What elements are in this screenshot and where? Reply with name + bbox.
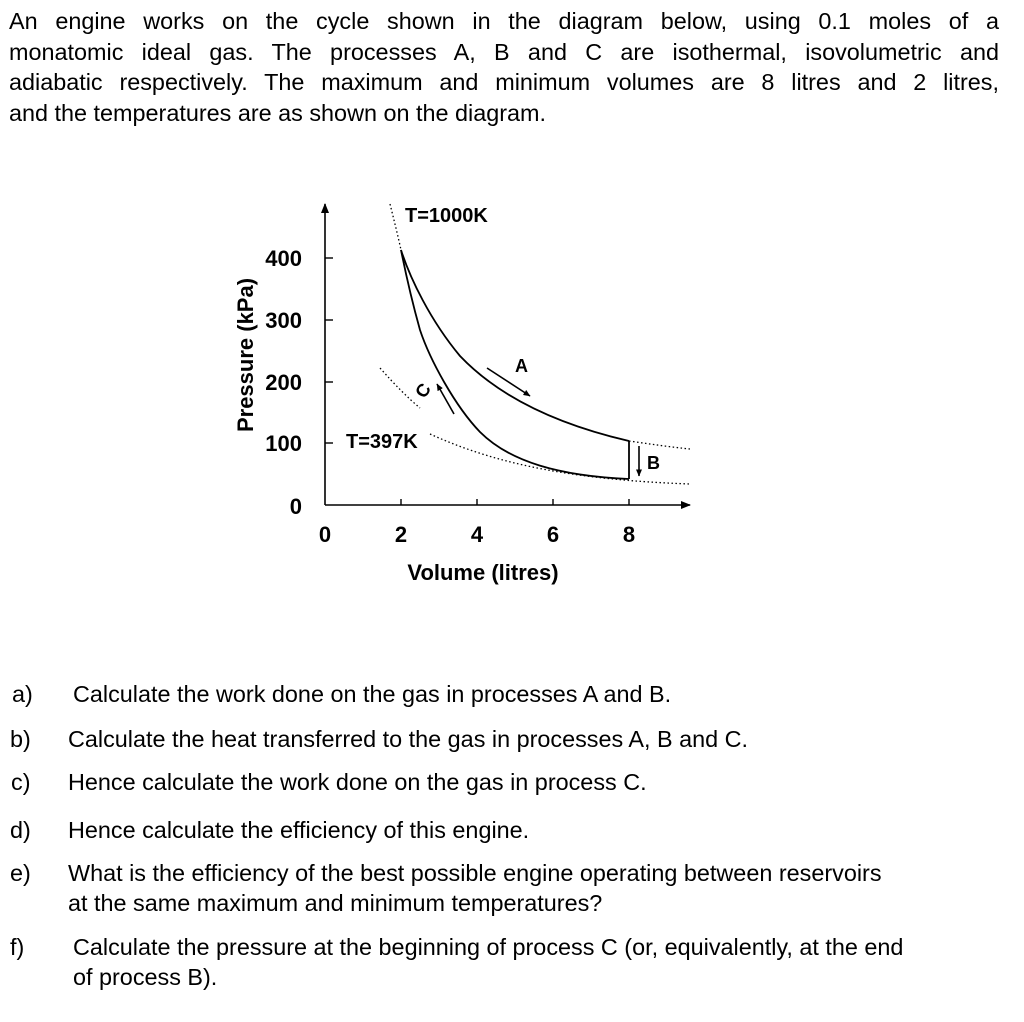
question-b-text: Calculate the heat transferred to the gas in processes A, B and C. bbox=[68, 726, 749, 752]
process-a-label: A bbox=[515, 356, 528, 376]
question-f-text-line-1: Calculate the pressure at the beginning of process C (or, equivalently, at the end bbox=[73, 934, 904, 960]
isotherm-hot-dotted-top bbox=[390, 204, 401, 250]
isotherm-hot-dotted-right bbox=[629, 441, 690, 449]
question-d-text: Hence calculate the efficiency of this engine. bbox=[68, 817, 530, 843]
x-tick-label-8: 8 bbox=[622, 522, 636, 547]
intro-line-2: monatomic ideal gas. The processes A, B and C are isothermal, isovolumetric and bbox=[9, 38, 999, 65]
question-a-label: a) bbox=[12, 681, 33, 707]
question-f-label: f) bbox=[10, 934, 25, 960]
y-tick-label-0: 0 bbox=[289, 494, 302, 519]
question-e-text-line-1: What is the efficiency of the best possible engine operating between reservoirs bbox=[68, 860, 882, 886]
y-tick-label-100: 100 bbox=[265, 431, 302, 456]
question-b-label: b) bbox=[10, 726, 31, 752]
y-tick-label-300: 300 bbox=[265, 308, 302, 333]
question-e-text-line-2: at the same maximum and minimum temperatures? bbox=[68, 890, 603, 916]
process-a-curve bbox=[401, 250, 629, 441]
question-d-label: d) bbox=[10, 817, 31, 843]
question-a-text: Calculate the work done on the gas in processes A and B. bbox=[73, 681, 672, 707]
intro-line-1: An engine works on the cycle shown in the diagram below, using 0.1 moles of a bbox=[9, 8, 999, 34]
isotherm-hot-label: T=1000K bbox=[405, 205, 488, 227]
x-tick-label-4: 4 bbox=[470, 522, 484, 547]
intro-line-4: and the temperatures are as shown on the diagram. bbox=[9, 99, 547, 126]
question-e-label: e) bbox=[10, 860, 31, 886]
isotherm-cold-label: T=397K bbox=[346, 431, 418, 453]
question-c-text: Hence calculate the work done on the gas in process C. bbox=[68, 769, 647, 795]
process-c-arrow bbox=[437, 384, 454, 414]
x-tick-label-2: 2 bbox=[394, 522, 408, 547]
x-tick-label-6: 6 bbox=[546, 522, 560, 547]
intro-line-3: adiabatic respectively. The maximum and minimum volumes are 8 litres and 2 litres, bbox=[9, 69, 999, 96]
process-c-label: C bbox=[411, 379, 436, 402]
y-tick-label-400: 400 bbox=[265, 246, 302, 271]
y-axis-label: Pressure (kPa) bbox=[233, 277, 258, 433]
question-f-text-line-2: of process B). bbox=[73, 964, 218, 990]
y-tick-label-200: 200 bbox=[265, 370, 302, 395]
process-b-label: B bbox=[647, 453, 660, 473]
question-c-label: c) bbox=[11, 769, 31, 795]
x-axis-label: Volume (litres) bbox=[407, 560, 559, 585]
x-tick-label-0: 0 bbox=[318, 522, 332, 547]
